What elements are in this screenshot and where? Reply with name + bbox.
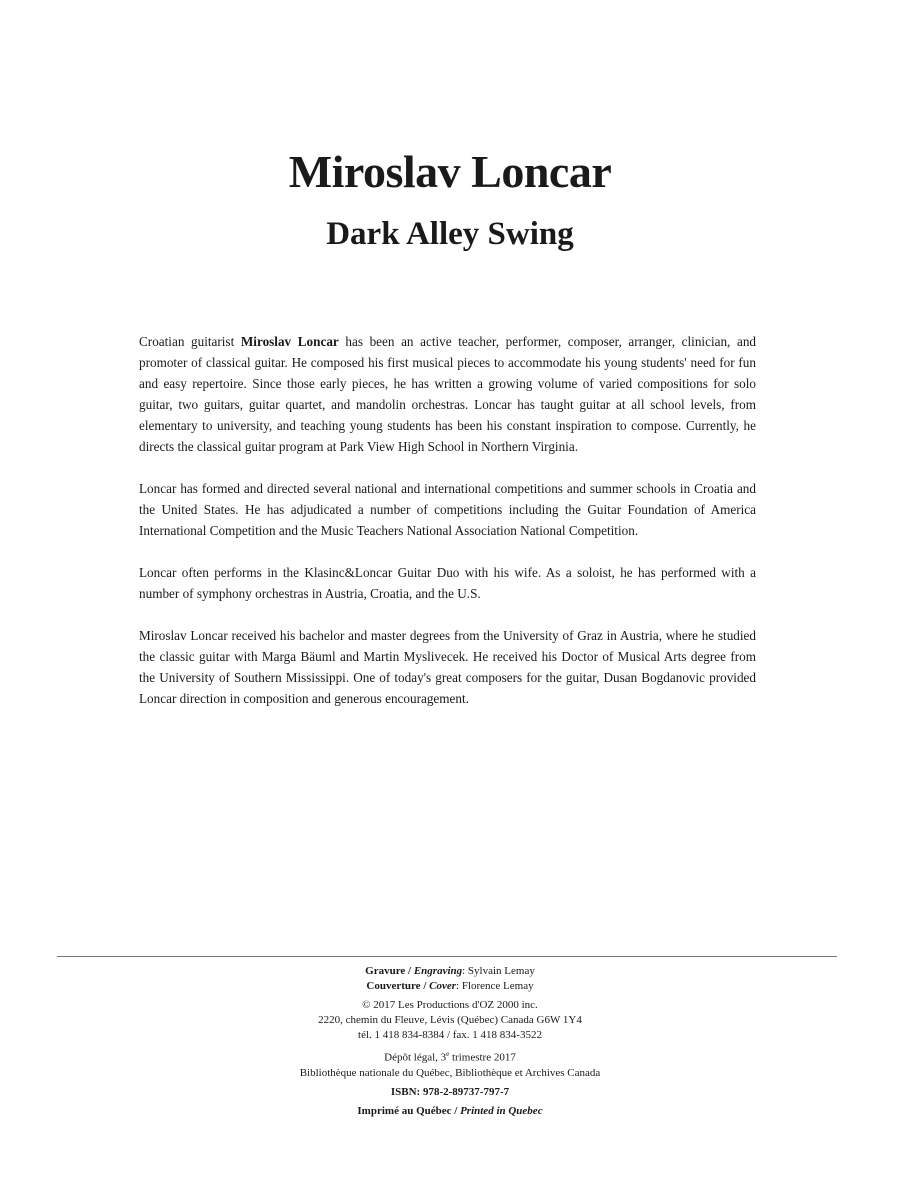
colophon (0, 964, 900, 1119)
bio-paragraph-4: Miroslav Loncar received his bachelor and master degrees from the University of Graz in Austria, where he studied the classic guitar with Marga Bäuml and Martin Myslivecek. He received his Doctor of Musical Arts degree from the University of Southern Mississippi. One of today's great composers for the guitar, Dusan Bogdanovic provided Loncar direction in composition and generous encouragement. (139, 628, 756, 706)
bio-paragraph-1 (139, 331, 756, 457)
bio-text: has been an active teacher, performer, composer, arranger, clinician, and promoter of classical guitar. He composed his first musical pieces to accommodate his young students' need for fun and easy repertoire. Since those early pieces, he has written a growing volume of varied compositions for solo guitar, two guitars, guitar quartet, and mandolin orchestras. Loncar has taught guitar at all school levels, from elementary to university, and teaching young students has been his constant inspiration to compose. Currently, he directs the classical guitar program at Park View High School in Northern Virginia. (139, 334, 757, 454)
copyright: © 2017 Les Productions d'OZ 2000 inc. (362, 999, 538, 1011)
libraries: Bibliothèque nationale du Québec, Bibliothèque et Archives Canada (299, 1066, 601, 1079)
page-subtitle: Dark Alley Swing (326, 216, 574, 252)
publisher-phone: tél. 1 418 834-8384 / fax. 1 418 834-3522 (358, 1029, 542, 1041)
printed-in: Imprimé au Québec / Printed in Quebec (357, 1104, 543, 1117)
isbn: ISBN: 978-2-89737-797-7 (390, 1085, 510, 1098)
page-title: Miroslav Loncar (288, 146, 612, 197)
biography (139, 331, 756, 730)
publisher-address: 2220, chemin du Fleuve, Lévis (Québec) Canada G6W 1Y4 (318, 1014, 582, 1026)
bio-paragraph-2: Loncar has formed and directed several national and international competitions and summer schools in Croatia and the United States. He has adjudicated a number of competitions including the Guitar Foundation of America International Competition and the Music Teachers National Association National Competition. (139, 481, 756, 538)
bio-name: Miroslav Loncar (240, 334, 339, 349)
legal-deposit: Dépôt légal, 3e trimestre 2017 (384, 1050, 516, 1064)
bio-intro: Croatian guitarist (139, 334, 241, 349)
bio-paragraph-3: Loncar often performs in the Klasinc&Loncar Guitar Duo with his wife. As a soloist, he has performed with a number of symphony orchestras in Austria, Croatia, and the U.S. (139, 565, 756, 601)
divider (57, 956, 837, 957)
cover-credit: Couverture / Cover: Florence Lemay (366, 980, 534, 992)
engraving-credit: Gravure / Engraving: Sylvain Lemay (365, 965, 535, 977)
